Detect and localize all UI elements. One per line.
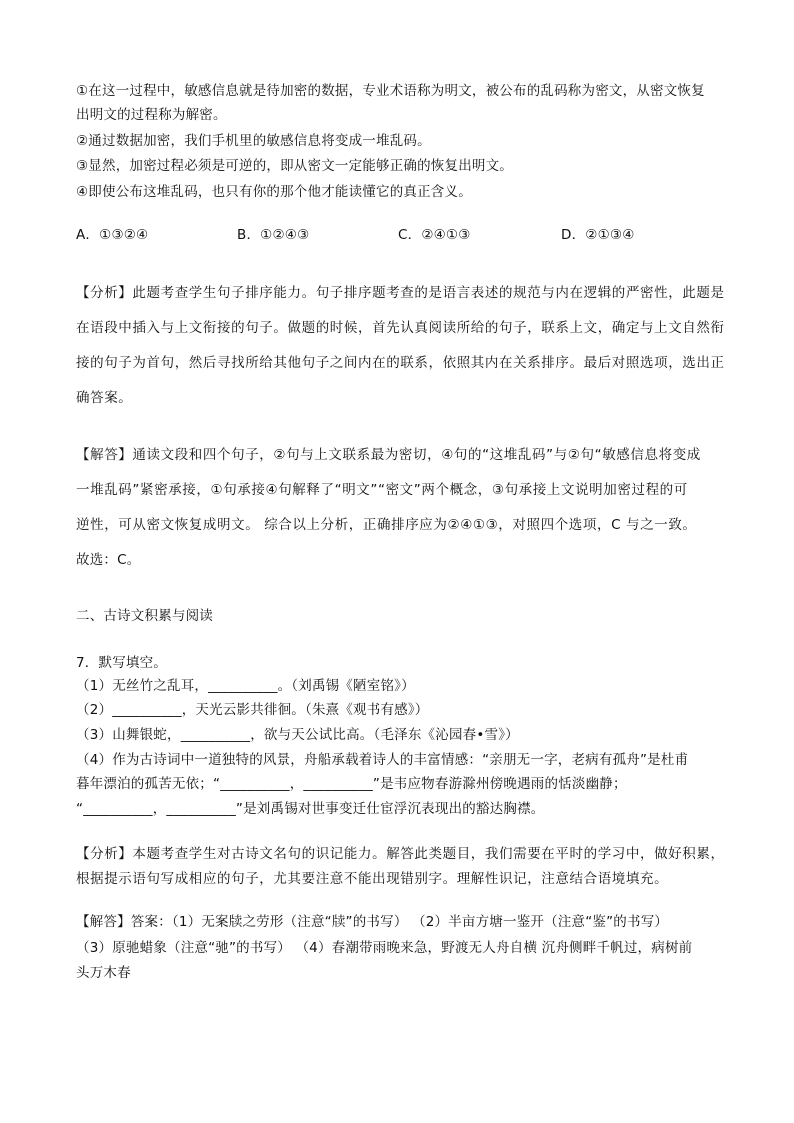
analysis-2-line-1: 【分析】本题考查学生对古诗文名句的识记能力。解答此类题目，我们需要在平时的学习中，做好积累， <box>76 846 725 862</box>
q7-item-4-line-1: （4）作为古诗词中一道独特的风景，舟船承载着诗人的丰富情感：“亲朋无一字，老病有孤舟”是杜甫 <box>76 752 689 768</box>
answer-1-line-2: 一堆乱码”紧密承接，①句承接④句解释了“明文”“密文”两个概念，③句承接上文说明加密过程的可 <box>76 482 688 498</box>
answer-2-line-2: （3）原驰蜡象（注意“驰”的书写） （4）春潮带雨晚来急，野渡无人舟自横 沉舟侧畔千帆过，病树前 <box>76 940 693 956</box>
q7-item-2: （2）__________，天光云影共徘徊。（朱熹《观书有感》） <box>76 702 429 718</box>
q7-title: 7．默写填空。 <box>76 655 167 671</box>
answer-2-line-1: 【解答】答案：（1）无案牍之劳形（注意“牍”的书写） （2）半亩方塘一鉴开（注意“鉴”的书写） <box>76 914 669 930</box>
analysis-1-line-2: 在语段中插入与上文衔接的句子。做题的时候，首先认真阅读所给的句子，联系上文，确定与上文自然衔 <box>76 320 725 336</box>
analysis-1-line-3: 接的句子为首句，然后寻找所给其他句子之间内在的联系，依照其内在关系排序。最后对照选项，选出正 <box>76 355 725 371</box>
sentence-1-line-1: ①在这一过程中，敏感信息就是待加密的数据，专业术语称为明文，被公布的乱码称为密文，从密文恢复 <box>76 83 705 99</box>
sentence-4: ④即使公布这堆乱码，也只有你的那个他才能读懂它的真正含义。 <box>76 184 472 200</box>
options-row <box>0 225 794 245</box>
analysis-2-line-2: 根据提示语句写成相应的句子，尤其要注意不能出现错别字。理解性识记，注意结合语境填充。 <box>76 871 669 887</box>
sentence-1-line-2: 出明文的过程称为解密。 <box>76 107 227 123</box>
q7-item-4-line-3: “__________，__________”是刘禹锡对世事变迁仕宦浮沉表现出的豁达胸襟。 <box>76 801 545 817</box>
q7-item-4-line-2: 暮年漂泊的孤苦无依；“__________，__________”是韦应物春游滁州傍晚遇雨的恬淡幽静； <box>76 776 627 792</box>
analysis-1-line-4: 确答案。 <box>76 390 133 406</box>
section-heading: 二、古诗文积累与阅读 <box>76 608 213 624</box>
option-c: C．②④①③ <box>398 227 471 243</box>
option-a: A．①③②④ <box>76 227 149 243</box>
option-b: B．①②④③ <box>237 227 310 243</box>
analysis-1-line-1: 【分析】此题考查学生句子排序能力。句子排序题考查的是语言表述的规范与内在逻辑的严密性，此题是 <box>76 285 725 301</box>
sentence-2: ②通过数据加密，我们手机里的敏感信息将变成一堆乱码。 <box>76 133 431 149</box>
sentence-3: ③显然，加密过程必须是可逆的，即从密文一定能够正确的恢复出明文。 <box>76 158 514 174</box>
q7-item-1: （1）无丝竹之乱耳，__________。（刘禹锡《陋室铭》） <box>76 678 415 694</box>
answer-2-line-3: 头万木春 <box>76 965 131 981</box>
answer-1-line-1: 【解答】通读文段和四个句子，②句与上文联系最为密切，④句的“这堆乱码”与②句“敏感信息将变成 <box>76 447 701 463</box>
q7-item-3: （3）山舞银蛇，__________，欲与天公试比高。（毛泽东《沁园春•雪》） <box>76 727 519 743</box>
answer-1-line-3: 逆性，可从密文恢复成明文。 综合以上分析，正确排序应为②④①③，对照四个选项，C 与之一致。 <box>76 517 697 533</box>
option-d: D．②①③④ <box>561 227 635 243</box>
answer-1-line-4: 故选：C。 <box>76 552 141 568</box>
